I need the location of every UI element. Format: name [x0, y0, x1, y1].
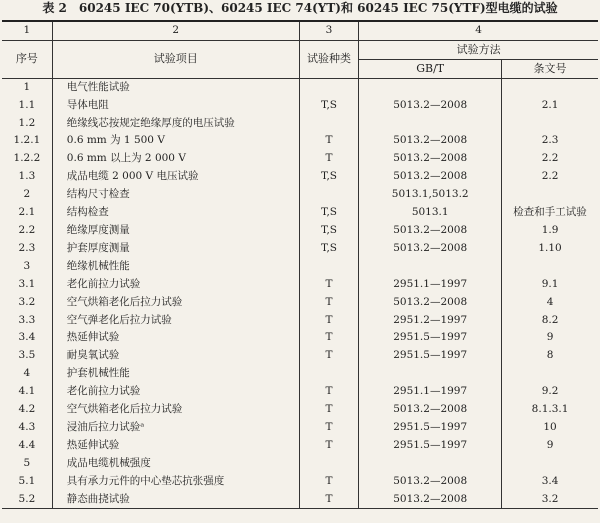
table-row: [2, 132, 598, 150]
row-gbt: 2951.1—1997: [359, 276, 502, 294]
row-clause: 检查和手工试验: [513, 206, 587, 219]
row-number: 4.4: [2, 437, 52, 455]
table-row: [2, 401, 598, 419]
row-test-type: [299, 258, 359, 276]
row-clause: [502, 78, 598, 96]
row-test-item: 热延伸试验: [52, 437, 299, 455]
row-test-item: 护套厚度测量: [52, 240, 299, 258]
row-clause: 8.2: [541, 313, 559, 326]
row-clause: 3.4: [541, 474, 559, 487]
table-row: [2, 473, 598, 491]
row-test-type: [299, 365, 359, 383]
row-clause: 1.9: [541, 223, 559, 236]
row-gbt: 2951.5—1997: [359, 347, 502, 365]
row-test-item: 热延伸试验: [52, 329, 299, 347]
table-row: [2, 455, 598, 473]
table-row: [2, 347, 598, 365]
table-row: [2, 240, 598, 258]
row-test-type: T: [299, 347, 359, 365]
row-test-type: T: [299, 491, 359, 509]
row-clause: 2.3: [541, 134, 559, 147]
header-item: 试验项目: [52, 40, 299, 78]
row-test-item: 0.6 mm 以上为 2 000 V: [52, 150, 299, 168]
row-clause: 8.1.3.1: [531, 403, 569, 416]
row-test-type: T: [299, 437, 359, 455]
row-test-item: 绝缘厚度测量: [52, 222, 299, 240]
row-number: 2.1: [2, 204, 52, 222]
row-gbt: 5013.2—2008: [359, 150, 502, 168]
row-gbt: 5013.2—2008: [359, 222, 502, 240]
row-test-item: 结构检查: [52, 204, 299, 222]
row-number: 4.1: [2, 383, 52, 401]
row-number: 4: [2, 365, 52, 383]
row-test-item: 电气性能试验: [52, 78, 299, 96]
row-number: 5.2: [2, 491, 52, 509]
table-row: [2, 419, 598, 437]
row-clause: 10: [543, 420, 557, 433]
row-test-item: 具有承力元件的中心垫芯抗张强度: [52, 473, 299, 491]
row-number: 1.2.1: [2, 132, 52, 150]
row-number: 4.3: [2, 419, 52, 437]
column-number: 2: [52, 21, 299, 40]
row-clause: 4: [546, 295, 554, 308]
row-clause: 9: [546, 438, 554, 451]
row-test-item: 成品电缆机械强度: [52, 455, 299, 473]
table-row: [2, 258, 598, 276]
row-test-item: 绝缘机械性能: [52, 258, 299, 276]
row-gbt: 5013.2—2008: [359, 168, 502, 186]
row-test-type: [299, 186, 359, 204]
row-gbt: [359, 115, 502, 133]
row-clause: [502, 258, 598, 276]
row-test-type: T: [299, 294, 359, 312]
table-row: [2, 204, 598, 222]
row-test-item: 空气弹老化后拉力试验: [52, 312, 299, 330]
table-row: [2, 437, 598, 455]
table-row: [2, 312, 598, 330]
header-type: 试验种类: [299, 40, 359, 78]
table-row: [2, 491, 598, 509]
row-test-type: T: [299, 276, 359, 294]
row-number: 3.1: [2, 276, 52, 294]
table-row: [2, 329, 598, 347]
row-test-type: T,S: [299, 222, 359, 240]
table-row: [2, 222, 598, 240]
row-test-type: T: [299, 150, 359, 168]
row-test-type: [299, 78, 359, 96]
row-test-item: 空气烘箱老化后拉力试验: [52, 294, 299, 312]
row-test-item: 空气烘箱老化后拉力试验: [52, 401, 299, 419]
row-gbt: 5013.1,5013.2: [359, 186, 502, 204]
row-test-type: [299, 455, 359, 473]
row-gbt: 2951.1—1997: [359, 383, 502, 401]
row-clause: [502, 186, 598, 204]
header-method: 试验方法: [456, 42, 501, 56]
column-number: 1: [2, 21, 52, 40]
row-number: 1.2: [2, 115, 52, 133]
row-gbt: 5013.2—2008: [359, 132, 502, 150]
table-row: [2, 276, 598, 294]
row-test-type: T: [299, 312, 359, 330]
table-row: [2, 186, 598, 204]
row-test-item: 耐臭氧试验: [52, 347, 299, 365]
row-test-item: 导体电阻: [52, 97, 299, 115]
row-clause: 1.10: [538, 241, 562, 254]
table-row: [2, 168, 598, 186]
row-clause: 9.1: [541, 277, 559, 290]
row-clause: 2.2: [541, 170, 559, 183]
row-gbt: 2951.5—1997: [359, 329, 502, 347]
row-test-item: 老化前拉力试验: [52, 276, 299, 294]
row-number: 2: [2, 186, 52, 204]
header-seq: 序号: [2, 40, 52, 78]
row-number: 4.2: [2, 401, 52, 419]
row-test-item: 绝缘线芯按规定绝缘厚度的电压试验: [52, 115, 299, 133]
row-test-type: T,S: [299, 97, 359, 115]
row-gbt: 5013.2—2008: [359, 401, 502, 419]
row-test-type: T,S: [299, 204, 359, 222]
row-number: 2.2: [2, 222, 52, 240]
row-gbt: [359, 78, 502, 96]
row-gbt: 5013.2—2008: [359, 491, 502, 509]
row-clause: 2.2: [541, 152, 559, 165]
row-gbt: 2951.5—1997: [359, 419, 502, 437]
table-row: [2, 383, 598, 401]
row-clause: 2.1: [541, 98, 559, 111]
row-number: 2.3: [2, 240, 52, 258]
header-gbt: GB/T: [359, 59, 502, 78]
row-test-type: T: [299, 419, 359, 437]
row-gbt: 5013.1: [359, 204, 502, 222]
row-number: 3.4: [2, 329, 52, 347]
row-test-type: T: [299, 329, 359, 347]
table-row: [2, 365, 598, 383]
row-clause: 3.2: [541, 492, 559, 505]
column-number: 3: [299, 21, 359, 40]
row-test-type: T,S: [299, 168, 359, 186]
row-gbt: 5013.2—2008: [359, 294, 502, 312]
row-test-item: 0.6 mm 为 1 500 V: [52, 132, 299, 150]
row-clause: [502, 365, 598, 383]
row-test-type: T: [299, 401, 359, 419]
row-gbt: 5013.2—2008: [359, 97, 502, 115]
table-row: [2, 97, 598, 115]
row-test-type: T,S: [299, 240, 359, 258]
column-number-row: [2, 21, 598, 40]
row-gbt: 2951.2—1997: [359, 312, 502, 330]
row-test-item: 结构尺寸检查: [52, 186, 299, 204]
table-title: 表 2 60245 IEC 70(YTB)、60245 IEC 74(YT)和 60245 IEC 75(YTF)型电缆的试验: [42, 1, 558, 15]
test-table: [2, 20, 598, 509]
row-test-type: [299, 115, 359, 133]
row-gbt: [359, 365, 502, 383]
row-test-item: 浸油后拉力试验ᵃ: [52, 419, 299, 437]
column-number: 4: [359, 21, 598, 40]
row-clause: 8: [546, 349, 554, 362]
row-test-item: 成品电缆 2 000 V 电压试验: [52, 168, 299, 186]
table-row: [2, 78, 598, 96]
row-number: 1: [2, 78, 52, 96]
row-gbt: 5013.2—2008: [359, 240, 502, 258]
row-number: 5: [2, 455, 52, 473]
row-number: 3.3: [2, 312, 52, 330]
table-row: [2, 150, 598, 168]
row-clause: [502, 115, 598, 133]
row-number: 3.5: [2, 347, 52, 365]
row-test-type: T: [299, 132, 359, 150]
table-row: [2, 294, 598, 312]
row-number: 1.2.2: [2, 150, 52, 168]
row-test-type: T: [299, 473, 359, 491]
row-gbt: [359, 258, 502, 276]
row-clause: [502, 455, 598, 473]
table-row: [2, 115, 598, 133]
row-number: 1.3: [2, 168, 52, 186]
row-test-type: T: [299, 383, 359, 401]
row-gbt: 2951.5—1997: [359, 437, 502, 455]
row-number: 3.2: [2, 294, 52, 312]
row-test-item: 护套机械性能: [52, 365, 299, 383]
header-clause: 条文号: [502, 59, 598, 78]
row-test-item: 老化前拉力试验: [52, 383, 299, 401]
row-test-item: 静态曲挠试验: [52, 491, 299, 509]
row-number: 3: [2, 258, 52, 276]
row-gbt: 5013.2—2008: [359, 473, 502, 491]
row-number: 1.1: [2, 97, 52, 115]
row-clause: 9: [546, 331, 554, 344]
row-gbt: [359, 455, 502, 473]
header-row: [2, 40, 598, 59]
row-clause: 9.2: [541, 385, 559, 398]
row-number: 5.1: [2, 473, 52, 491]
